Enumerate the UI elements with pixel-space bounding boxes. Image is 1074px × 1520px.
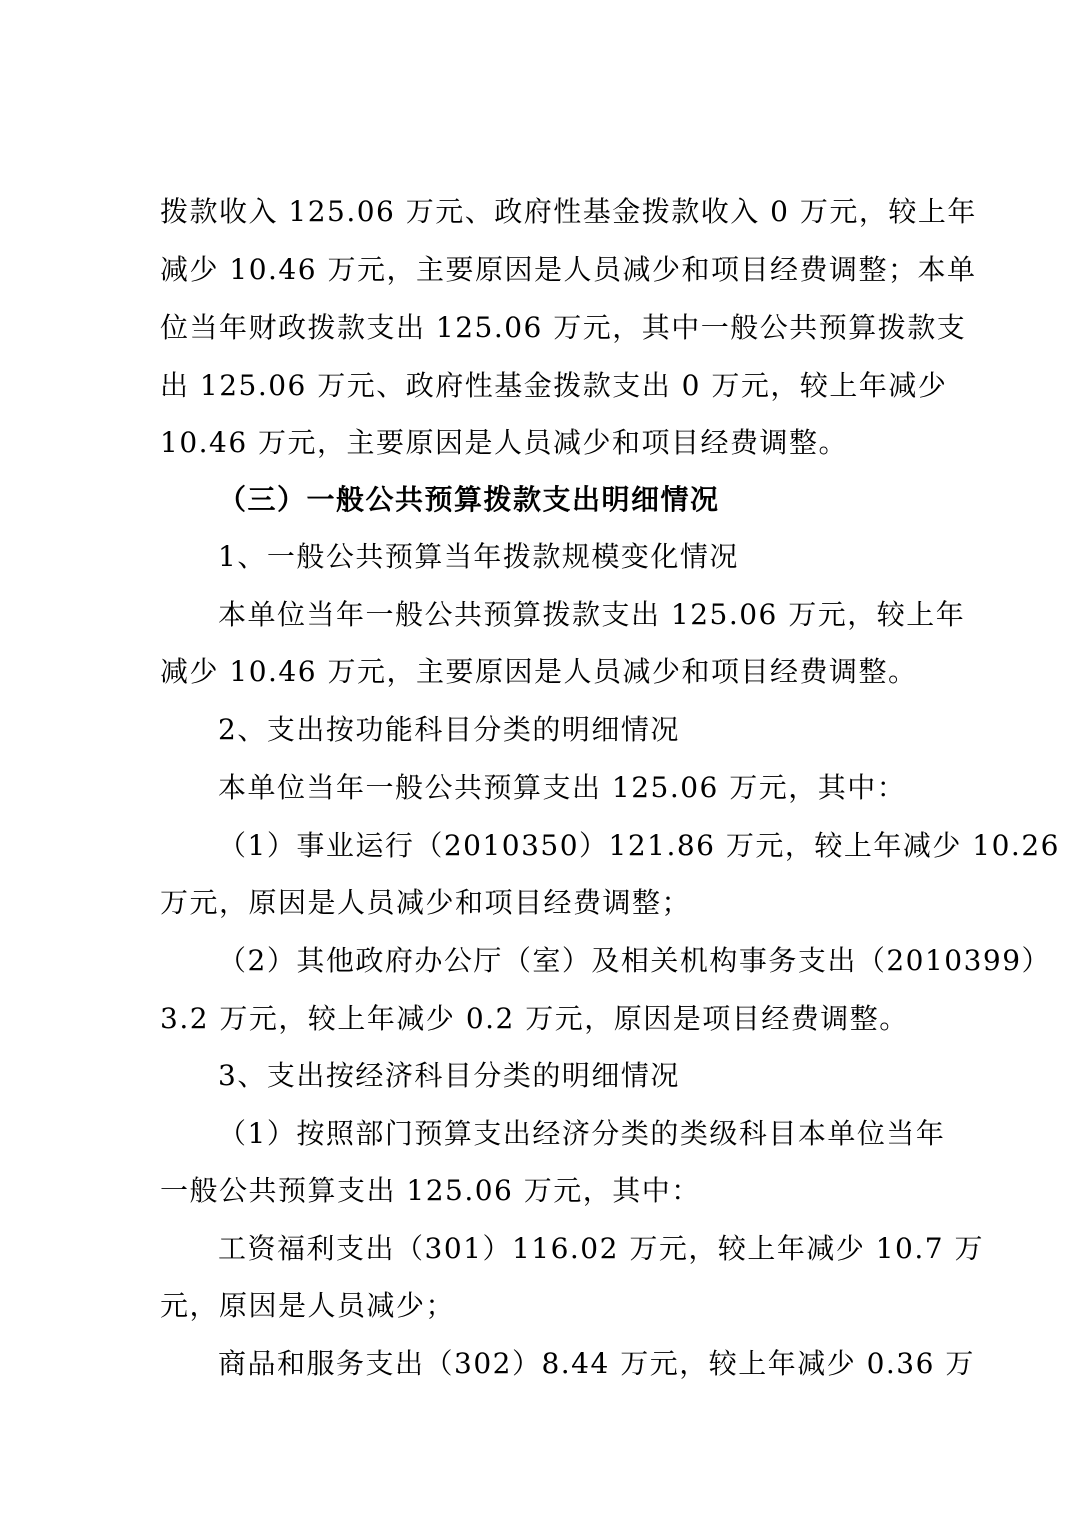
paragraph-line: 商品和服务支出（302）8.44 万元，较上年减少 0.36 万: [218, 1347, 975, 1380]
paragraph-line: 出 125.06 万元、政府性基金拨款支出 0 万元，较上年减少: [160, 369, 948, 402]
paragraph-line: 拨款收入 125.06 万元、政府性基金拨款收入 0 万元，较上年: [160, 195, 977, 228]
paragraph-line: 位当年财政拨款支出 125.06 万元，其中一般公共预算拨款支: [160, 311, 967, 344]
paragraph-line: （2）其他政府办公厅（室）及相关机构事务支出（2010399）: [218, 944, 1052, 977]
paragraph-line: 本单位当年一般公共预算拨款支出 125.06 万元，较上年: [218, 598, 966, 631]
paragraph-line: 10.46 万元，主要原因是人员减少和项目经费调整。: [160, 426, 849, 459]
paragraph-line: （1）按照部门预算支出经济分类的类级科目本单位当年: [218, 1117, 946, 1150]
paragraph-line: 减少 10.46 万元，主要原因是人员减少和项目经费调整。: [160, 655, 918, 688]
paragraph-line: 一般公共预算支出 125.06 万元，其中：: [160, 1174, 701, 1207]
subsection-heading: 1、一般公共预算当年拨款规模变化情况: [218, 540, 739, 573]
paragraph-line: 工资福利支出（301）116.02 万元，较上年减少 10.7 万: [218, 1232, 984, 1265]
paragraph-line: 3.2 万元，较上年减少 0.2 万元，原因是项目经费调整。: [160, 1002, 909, 1035]
paragraph-line: 万元，原因是人员减少和项目经费调整；: [160, 886, 692, 919]
paragraph-line: 本单位当年一般公共预算支出 125.06 万元，其中：: [218, 771, 907, 804]
section-heading: （三）一般公共预算拨款支出明细情况: [218, 483, 720, 516]
subsection-heading: 3、支出按经济科目分类的明细情况: [218, 1059, 680, 1092]
subsection-heading: 2、支出按功能科目分类的明细情况: [218, 713, 680, 746]
paragraph-line: 元，原因是人员减少；: [160, 1289, 456, 1322]
paragraph-line: （1）事业运行（2010350）121.86 万元，较上年减少 10.26: [218, 829, 1060, 862]
paragraph-line: 减少 10.46 万元，主要原因是人员减少和项目经费调整；本单: [160, 253, 977, 286]
